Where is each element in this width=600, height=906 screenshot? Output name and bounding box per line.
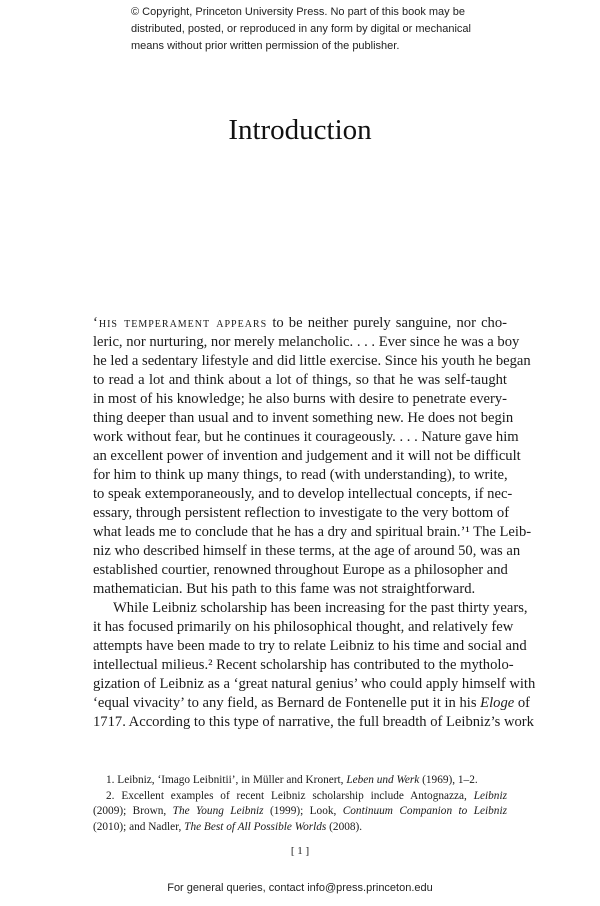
text-line: niz who described himself in these terms, at the age of around 50, was an [93,543,521,559]
text-fragment: (1999); Look, [263,805,343,817]
text-line: gization of Leibniz as a ‘great natural genius’ who could apply himself with [93,676,536,692]
text-line: essary, through persistent reflection to investigate to the very bottom of [93,505,510,521]
text-line: attempts have been made to try to relate Leibniz to his time and social and [93,638,527,654]
text-line: intellectual milieus.² Recent scholarship has contributed to the mytholo- [93,657,514,673]
chapter-title: Introduction [228,114,372,146]
italic-title: The Best of All Possible Worlds [184,820,327,833]
text-fragment: (2009); Brown, [93,805,173,817]
text-line: what leads me to conclude that he has a dry and spiritual brain.’¹ The Leib- [93,524,532,540]
text-line: an excellent power of invention and judgement and it will not be difficult [93,448,521,464]
page-number: [ 1 ] [290,845,310,857]
text-line [93,314,507,333]
text-fragment: of [514,695,531,711]
text-line: to read a lot and think about a lot of things, so that he was self-taught [93,372,507,388]
body-text [93,314,536,732]
footnote-1 [93,773,507,789]
text-line: in most of his knowledge; he also burns with desire to penetrate every- [93,391,507,407]
copyright-line: distributed, posted, or reproduced in any form by digital or mechanical [131,23,471,35]
italic-title: Continuum Companion to Leibniz [342,805,507,817]
text-fragment: (2010); and Nadler, [93,820,185,833]
italic-title: Eloge [480,695,515,711]
text-line: work without fear, but he continues it courageously. . . . Nature gave him [93,429,519,445]
text-line: While Leibniz scholarship has been increasing for the past thirty years, [113,600,528,616]
footnotes [93,773,507,835]
copyright-line: © Copyright, Princeton University Press. No part of this book may be [131,6,465,18]
small-caps-lead: ‘his temperament appears [93,315,268,331]
copyright-notice [131,4,471,55]
footer-contact: For general queries, contact info@press.princeton.edu [167,882,433,894]
text-line: mathematician. But his path to this fame was not straightforward. [93,581,476,597]
text-fragment: ‘equal vivacity’ to any field, as Bernard de Fontenelle put it in his [93,695,481,711]
footnote-2-line [93,789,507,805]
italic-title: Leibniz [473,789,507,802]
italic-title: The Young Leibniz [172,805,264,817]
text-fragment: 1. Leibniz, ‘Imago Leibnitii’, in Müller and Kronert, [106,774,347,786]
text-line: leric, nor nurturing, nor merely melancholic. . . . Ever since he was a boy [93,334,520,350]
text-fragment: 2. Excellent examples of recent Leibniz scholarship include Antognazza, [106,789,474,802]
text-fragment: (1969), 1–2. [419,774,478,786]
text-line: to speak extemporaneously, and to develop intellectual concepts, if nec- [93,486,513,502]
text-line: he led a sedentary lifestyle and did little exercise. Since his youth he began [93,353,531,369]
text-fragment: (2008). [326,820,363,833]
text-line: 1717. According to this type of narrative, the full breadth of Leibniz’s work [93,714,534,730]
italic-title: Leben und Werk [346,774,420,786]
footnote-2-line [93,820,507,836]
text-line: established courtier, renowned throughout Europe as a philosopher and [93,562,508,578]
text-line: thing deeper than usual and to invent something new. He does not begin [93,410,514,426]
copyright-line: means without prior written permission of the publisher. [131,40,400,52]
text-line: for him to think up many things, to read (with understanding), to write, [93,467,508,483]
text-fragment: to be neither purely sanguine, nor cho- [267,315,507,331]
footnote-2-line [93,804,507,820]
text-line: it has focused primarily on his philosophical thought, and relatively few [93,619,514,635]
text-line [93,694,531,713]
